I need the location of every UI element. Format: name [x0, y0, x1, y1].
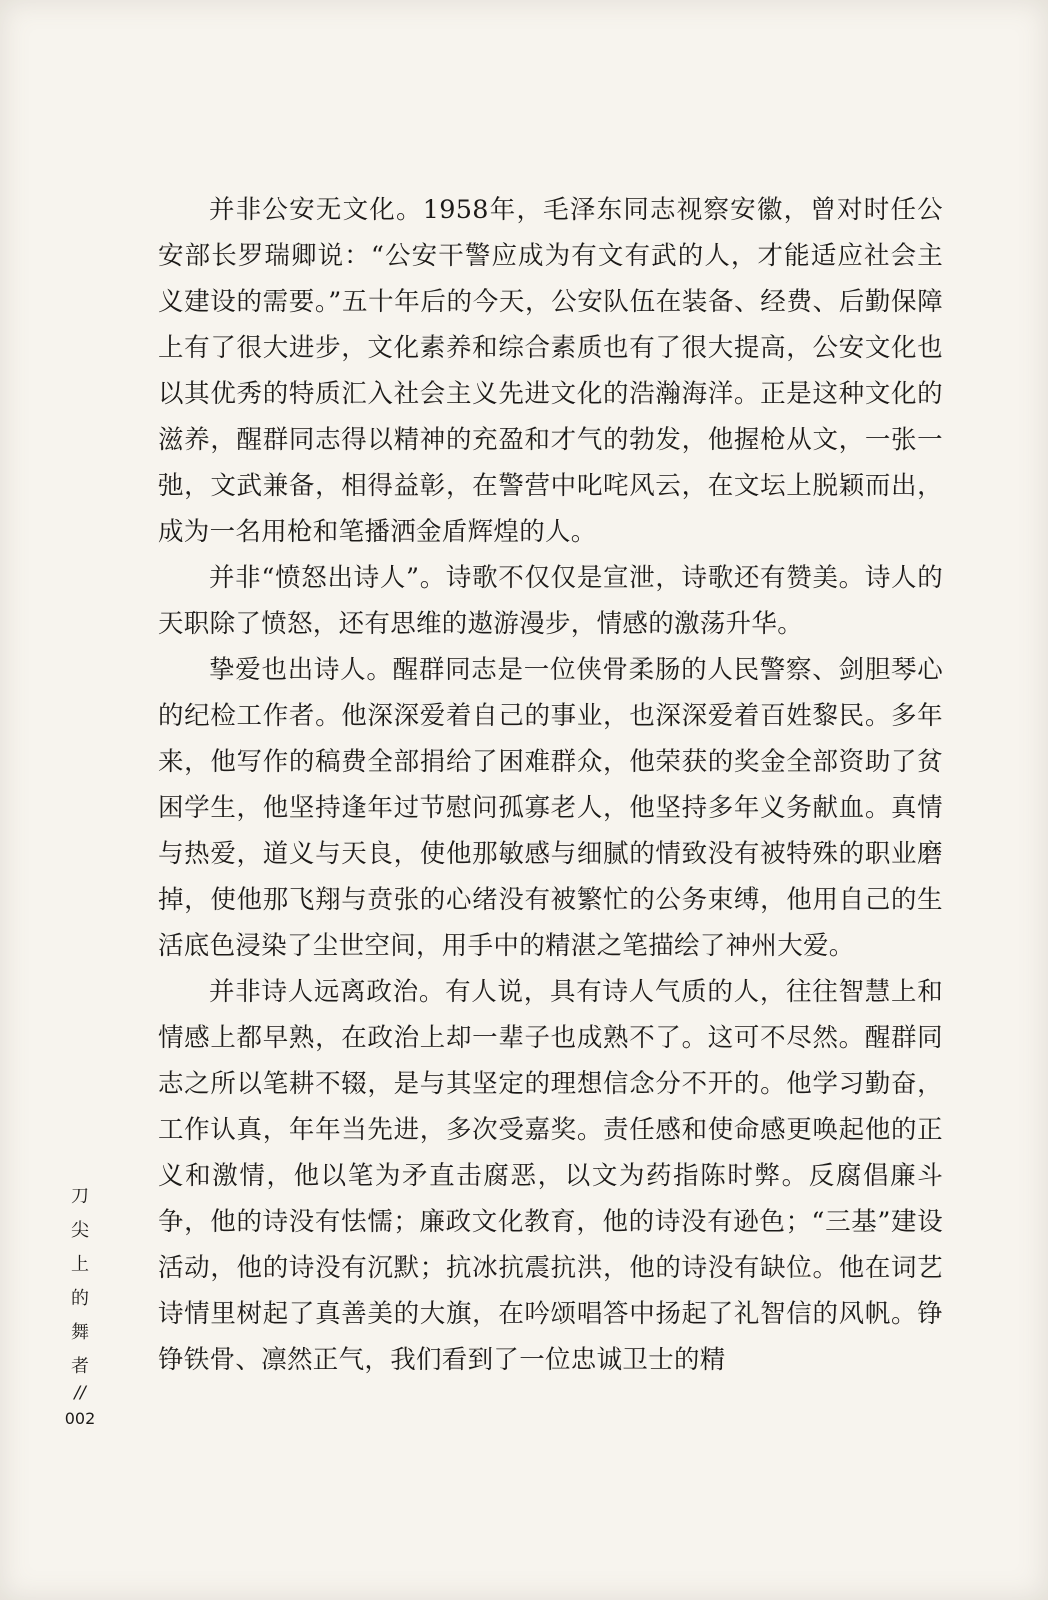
running-title — [68, 1180, 92, 1384]
body-text — [158, 187, 943, 1383]
paragraph-1: 并非公安无文化。1958年，毛泽东同志视察安徽，曾对时任公安部长罗瑞卿说：“公安干警应成为有文有武的人，才能适应社会主义建设的需要。”五十年后的今天，公安队伍在装备、经费、后勤保障上有了很大进步，文化素养和综合素质也有了很大提高，公安文化也以其优秀的特质汇入社会主义先进文化的浩瀚海洋。正是这种文化的滋养，醒群同志得以精神的充盈和才气的勃发，他握枪从文，一张一弛，文武兼备，相得益彰，在警营中叱咤风云，在文坛上脱颖而出，成为一名用枪和笔播洒金盾辉煌的人。 — [158, 195, 943, 547]
running-title-separator: // — [74, 1383, 86, 1403]
paragraph-4: 并非诗人远离政治。有人说，具有诗人气质的人，往往智慧上和情感上都早熟，在政治上却一辈子也成熟不了。这可不尽然。醒群同志之所以笔耕不辍，是与其坚定的理想信念分不开的。他学习勤奋，工作认真，年年当先进，多次受嘉奖。责任感和使命感更唤起他的正义和激情，他以笔为矛直击腐恶，以文为药指陈时弊。反腐倡廉斗争，他的诗没有怯懦；廉政文化教育，他的诗没有逊色；“三基”建设活动，他的诗没有沉默；抗冰抗震抗洪，他的诗没有缺位。他在词艺诗情里树起了真善美的大旗，在吟颂唱答中扬起了礼智信的风帆。铮铮铁骨、凛然正气，我们看到了一位忠诚卫士的精 — [158, 977, 943, 1375]
page-number: 002 — [64, 1409, 96, 1428]
paragraph-2: 并非“愤怒出诗人”。诗歌不仅仅是宣泄，诗歌还有赞美。诗人的天职除了愤怒，还有思维的遨游漫步，情感的激荡升华。 — [158, 563, 943, 639]
running-title-char: 刀 — [71, 1186, 89, 1207]
running-title-char: 尖 — [71, 1220, 89, 1241]
running-title-char: 舞 — [71, 1322, 89, 1343]
running-title-char: 上 — [71, 1254, 89, 1275]
running-title-char: 的 — [71, 1288, 89, 1309]
running-title-char: 者 — [71, 1356, 89, 1377]
paragraph-3: 挚爱也出诗人。醒群同志是一位侠骨柔肠的人民警察、剑胆琴心的纪检工作者。他深深爱着自己的事业，也深深爱着百姓黎民。多年来，他写作的稿费全部捐给了困难群众，他荣获的奖金全部资助了贫困学生，他坚持逢年过节慰问孤寡老人，他坚持多年义务献血。真情与热爱，道义与天良，使他那敏感与细腻的情致没有被特殊的职业磨掉，使他那飞翔与贲张的心绪没有被繁忙的公务束缚，他用自己的生活底色浸染了尘世空间，用手中的精湛之笔描绘了神州大爱。 — [158, 655, 943, 961]
